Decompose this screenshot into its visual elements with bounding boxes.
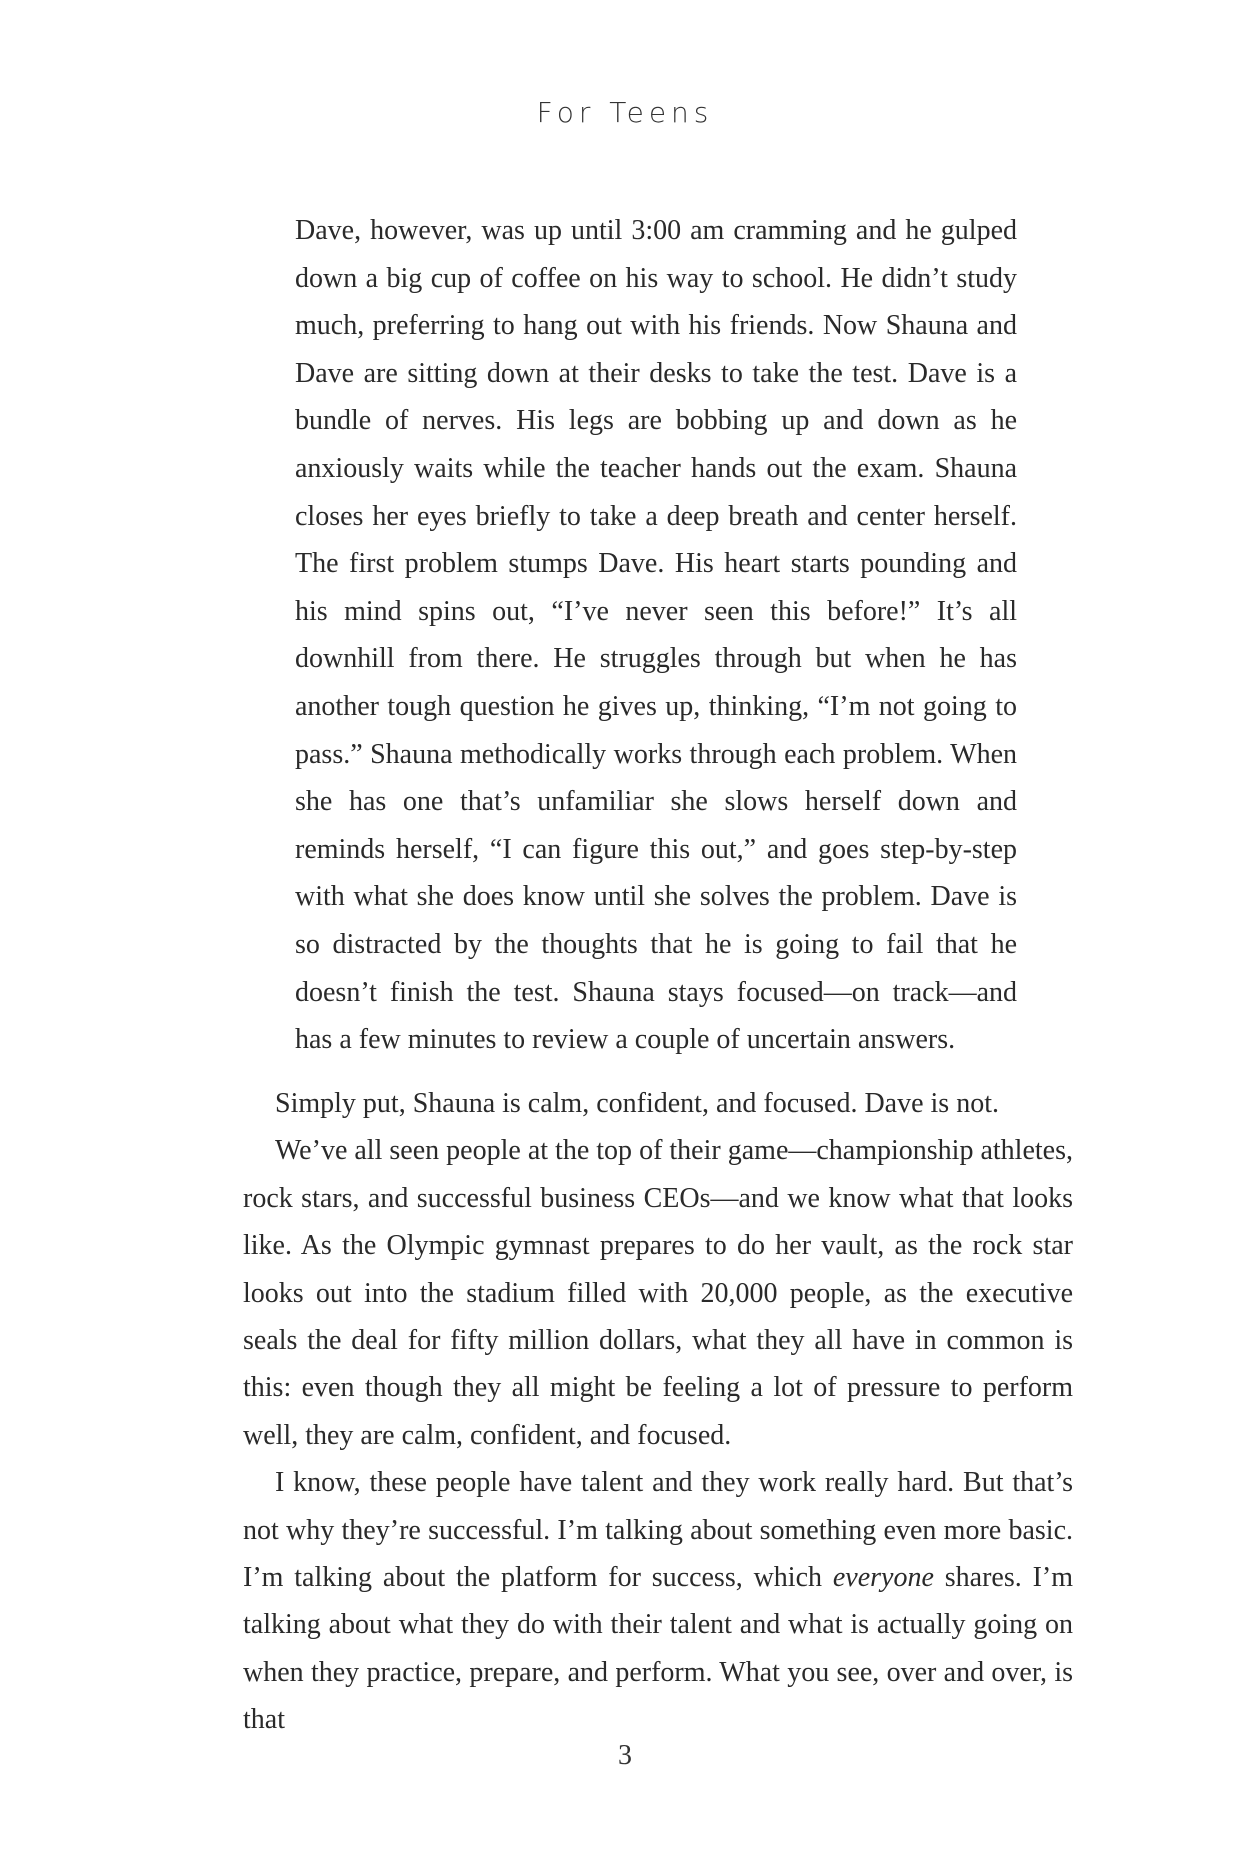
paragraph-platform-for-success xyxy=(243,1459,1073,1743)
running-head: For Teens xyxy=(536,96,714,129)
paragraph-top-performers: We’ve all seen people at the top of their game—championship athletes, rock stars, and successful business CEOs—and we know what that looks like. As the Olympic gymnast prepares to do her vault, as the rock star looks out into the stadium filled with 20,000 people, as the executive seals the deal for fifty million dollars, what they all have in common is this: even though they all might be feeling a lot of pressure to perform well, they are calm, confident, and focused. xyxy=(243,1135,1073,1451)
story-blockquote: Dave, however, was up until 3:00 am cramming and he gulped down a big cup of coffee on his way to school. He didn’t study much, preferring to hang out with his friends. Now Shauna and Dave are sitting down at their desks to take the test. Dave is a bundle of nerves. His legs are bobbing up and down as he anxiously waits while the teacher hands out the exam. Shauna closes her eyes briefly to take a deep breath and center herself. The first problem stumps Dave. His heart starts pounding and his mind spins out, “I’ve never seen this before!” It’s all downhill from there. He struggles through but when he has another tough question he gives up, thinking, “I’m not going to pass.” Shauna methodically works through each problem. When she has one that’s unfamiliar she slows herself down and reminds herself, “I can figure this out,” and goes step-by-step with what she does know until she solves the problem. Dave is so distracted by the thoughts that he is going to fail that he doesn’t finish the test. Shauna stays focused—on track—and has a few minutes to review a couple of uncertain answers. xyxy=(295,215,1017,1056)
paragraph-text: shares. I’m talking about what they do with their talent and what is actually going on when they practice, prepare, and perform. What you see, over and over, is that xyxy=(243,1562,1074,1736)
paragraph-summary: Simply put, Shauna is calm, confident, and focused. Dave is not. xyxy=(275,1088,999,1119)
page-number: 3 xyxy=(618,1740,632,1771)
body-text xyxy=(243,1080,1073,1744)
emphasis-text: everyone xyxy=(832,1562,934,1594)
paragraph-text: I know, these people have talent and they work really hard. But that’s not why they’re successful. I’m talking about something even more basic. I’m talking about the platform for success, which xyxy=(243,1467,1073,1594)
